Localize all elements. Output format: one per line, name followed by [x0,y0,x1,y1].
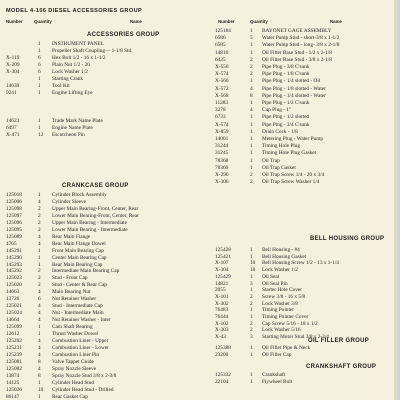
part-number: 125239 [6,351,22,358]
quantity: 1 [38,192,41,198]
part-name: Stud - Center & Rear Cap [52,282,107,289]
part-number: 14001 [215,136,229,142]
part-name: Lower Main Bearing - Intermediate [52,226,128,233]
left-quantity-header: Quantity [34,19,52,24]
quantity: 10 [250,260,256,267]
quantity: 8 [38,358,41,365]
part-name: Front Main Bearing Cap [52,247,104,254]
part-name: Cylinder Sleeve [52,198,86,205]
part-name: Timing Pointer Cover [262,314,309,320]
quantity: 1 [250,164,253,171]
part-name: Bell Housing - #4 [262,247,300,253]
part-number: 6586 [215,35,226,42]
quantity: 1 [38,76,41,82]
quantity: 2 [250,64,253,70]
part-number: 125099 [6,324,22,331]
part-number: 31244 [215,143,229,150]
quantity: 4 [38,240,41,247]
part-number: X-302 [215,300,229,307]
part-number: 125184 [215,28,231,34]
quantity: 2 [38,268,41,275]
part-name: Lock Washer 1/2 [262,267,298,274]
part-number: 125202 [6,337,22,344]
quantity: 2 [38,205,41,212]
part-name: Cam Shaft Bearing [52,324,93,331]
quantity: 2 [250,320,253,327]
part-number: X-43 [215,334,226,341]
part-name: Escutcheon Pin [52,132,85,138]
part-number: 6497 [6,125,17,131]
part-number: 125429 [215,273,231,280]
part-number: X-304 [6,69,20,75]
left-name-header: Name [130,19,142,24]
part-name: Rear Main Flange Dowel [52,240,106,247]
quantity: 1 [250,345,253,351]
part-name: Stud - Front Cap [52,275,88,282]
part-name: Spray Nozzle Stud 3/8 x 2-3/8 [52,372,117,379]
quantity: 1 [250,372,253,378]
quantity: 2 [38,219,41,226]
part-number: 125023 [6,275,22,282]
quantity: 1 [38,83,41,89]
quantity: 8 [250,92,253,99]
quantity: 2 [38,226,41,233]
part-number: 125089 [6,233,22,240]
right-column [210,0,400,400]
part-name: Rear Main Bearing Cap [52,261,103,268]
part-number: X-209 [6,62,20,68]
quantity: 1 [38,125,41,131]
part-name: Oil Seal [262,273,280,280]
quantity: 4 [38,233,41,240]
quantity: 1 [250,307,253,314]
quantity: 4 [38,344,41,351]
part-name: Intermediate Main Bearing Cap [52,268,120,275]
part-number: X-574 [215,121,229,128]
part-number: 14623 [6,118,20,124]
part-name: Timing Pointer [262,307,295,314]
quantity: 1 [250,128,253,135]
quantity: 1 [38,393,41,400]
part-name: Upper Main Bearing - Intermediate [52,219,128,226]
quantity: 1 [250,121,253,128]
quantity: 2 [250,293,253,300]
quantity: 6 [38,62,41,68]
page-title: MODEL 4-106 DIESEL ACCESSORIES GROUP [6,8,143,14]
part-number: 31245 [215,150,229,157]
part-name: Flywheel Bolt [262,379,293,385]
crankcase-group-heading: CRANKCASE GROUP [62,183,129,189]
part-name: Cup Plug - 1" [262,107,292,114]
crankshaft-group-heading: CRANKSHAFT GROUP [306,364,377,370]
part-number: 125026 [6,386,22,393]
quantity: 1 [250,78,253,85]
part-name: Lock Washer 5/16 [262,327,301,334]
quantity: 4 [38,351,41,358]
part-number: 125081 [6,358,22,365]
part-number: 125096 [6,219,22,226]
part-name: Lock Washer 1/2 [52,69,88,75]
part-number: X-304 [215,267,229,274]
part-name: Cylinder Head Stud [52,379,95,386]
part-number: 23200 [215,351,229,358]
quantity: 6 [38,296,41,303]
part-name: Spray Nozzle Sleeve [52,365,97,372]
part-name: Pipe Plug - 1/2 C'sunk [262,100,310,106]
quantity: 4 [38,303,41,310]
part-name: Water Pump Stud - long- 3/8 x 2-1/8 [262,42,340,49]
quantity: 1 [38,118,41,124]
part-number: 14630 [6,83,20,89]
part-number: 125006 [6,198,22,205]
part-name: Nut Retainer Washer - Inter [52,317,111,324]
part-number: 86147 [6,393,20,400]
part-name: Oil Trap Screw Washer 1/4 [262,179,320,186]
part-number: 125018 [6,192,22,198]
quantity: 3 [250,334,253,341]
quantity: 2 [250,172,253,178]
quantity: 6 [38,55,41,61]
quantity: 2 [38,282,41,289]
quantity: 1 [250,136,253,142]
part-name: Combustion Liner - Lower [52,344,109,351]
part-number: 145290 [6,254,22,261]
accessories-group-heading: ACCESSORIES GROUP [87,32,160,38]
part-number: 11283 [215,100,229,106]
part-number: 125024 [6,310,22,317]
quantity: 6 [38,69,41,75]
part-name: Thrust Washer Dowel [52,331,99,337]
part-name: Rear Gasket Cap [52,393,88,400]
quantity: 1 [38,379,41,386]
part-name: Combustion Liner - Upper [52,337,109,344]
quantity: 4 [38,289,41,296]
part-name: Engine Lifting Eye [52,90,93,96]
part-number: X-306 [215,179,229,186]
right-number-header: Number [218,19,235,24]
quantity: 2 [38,212,41,219]
part-number: 125098 [6,205,22,212]
quantity: 4 [38,317,41,324]
quantity: 3 [250,280,253,287]
quantity: 1 [250,114,253,121]
part-name: Nut Retainer Washer [52,296,97,303]
part-number: 13726 [6,296,20,303]
part-number: 6425 [215,56,226,63]
part-number: X-303 [215,327,229,334]
part-number: 125388 [215,345,231,351]
part-name: Timing Hole Plug [262,143,301,150]
quantity: 1 [250,150,253,157]
part-number: 145293 [6,261,22,268]
part-number: 6585 [215,42,226,49]
part-number: 2055 [215,287,226,294]
part-name: Pipe Plug - 3/4 C'sunk [262,121,310,128]
part-number: 78368 [215,157,229,164]
part-name: Combustion Liner Pin [52,351,100,358]
part-number: 145292 [6,268,22,275]
part-name: Lock Washer 3/8 [262,300,298,307]
right-name-header: Name [330,19,342,24]
part-number: 9241 [6,90,17,96]
quantity: 2 [250,71,253,78]
quantity: 10 [38,386,44,393]
part-name: Oil Filler Pipe & Neck [262,345,311,351]
part-number: 145291 [6,247,22,254]
part-name: Upper Main Bearing-Front, Center, Rear [52,205,139,212]
quantity: 1 [38,247,41,254]
quantity: 1 [38,261,41,268]
part-name: Plain Nut 1/2 - 20 [52,62,90,68]
quantity: 4 [38,337,41,344]
part-name: Tool Kit [52,83,70,89]
part-name: Nut - Intermediate Main [52,310,104,317]
part-name: Cylinder Head Stud - Drilled [52,386,114,393]
part-number: X-859 [215,128,229,135]
part-number: 13874 [6,372,20,379]
part-number: X-107 [215,260,229,267]
quantity: 4 [250,85,253,92]
part-name: Cap Screw 5/16 - 18 x 1/2 [262,320,318,327]
part-name: Pipe Plug - 1/8 C'sunk [262,71,310,78]
part-name: Water Pump Stud - short-3/8 x 1-1/2 [262,35,340,42]
part-name: Starter Hole Cover [262,287,303,294]
quantity: 2 [250,179,253,186]
part-name: Metering Plug - Water Pump [262,136,323,142]
part-name: Lower Main Bearing-Front, Center, Rear [52,212,139,219]
quantity: 1 [250,143,253,150]
part-number: 12612 [6,331,20,337]
part-name: Crankshaft [262,372,286,378]
part-name: Starting Crank [52,76,84,82]
quantity: 1 [38,48,41,54]
part-number: X-119 [6,55,20,61]
part-number: 6733 [215,114,226,121]
part-number: 4765 [6,240,17,247]
quantity: 1 [38,324,41,331]
quantity: 1 [250,379,253,385]
quantity: 4 [38,310,41,317]
part-name: BAYONET GAGE ASSEMBLY [262,28,332,34]
part-number: 76444 [215,314,229,320]
part-name: Timing Hole Plug Gasket [262,150,317,157]
part-name: Center Main Bearing Cap [52,254,107,261]
part-number: 125332 [215,372,231,378]
part-name: Valve Tappet Guide [52,358,94,365]
part-name: Hex Bolt 1/2 - 16 x 1-1/2 [52,55,106,61]
page-edge [394,0,400,400]
quantity: 1 [250,49,253,56]
part-number: X-102 [215,320,229,327]
part-name: Trade Mark Name Plate [52,118,103,124]
part-name: Engine Name Plate [52,125,93,131]
part-number: X-101 [215,293,229,300]
part-number: X-471 [6,132,20,138]
part-number: 125231 [6,344,22,351]
part-name: Drain Cock - 1/8 [262,128,298,135]
quantity: 1 [250,100,253,106]
quantity: 1 [38,41,41,47]
quantity: 2 [250,300,253,307]
part-number: 14821 [215,280,229,287]
part-number: 22104 [215,379,229,385]
part-name: Pipe Plug - 1/2 slotted [262,114,310,121]
part-number: 125428 [215,247,231,253]
part-number: 78369 [215,164,229,171]
right-quantity-header: Quantity [250,19,268,24]
quantity: 1 [250,157,253,164]
quantity: 1 [250,314,253,320]
quantity: 1 [250,28,253,34]
part-name: Stud - Intermediate Cap [52,303,103,310]
part-name: Oil Trap Gasket [262,164,296,171]
part-name: Oil Filter Base Stud - 3/8 x 2-1/8 [262,56,332,63]
part-number: 125021 [6,303,22,310]
quantity: 1 [250,42,253,49]
part-number: X-550 [215,64,229,70]
quantity: 1 [250,247,253,253]
bell-housing-group-heading: BELL HOUSING GROUP [310,236,385,242]
quantity: 4 [38,365,41,372]
quantity: 4 [250,107,253,114]
part-name: Pipe Plug - 1/8 slotted - Water [262,85,326,92]
quantity: 2 [250,56,253,63]
part-number: 14810 [215,49,229,56]
part-number: X-572 [215,85,229,92]
quantity: 8 [38,372,41,379]
part-number: 125020 [6,282,22,289]
part-name: Main Bearing Nut [52,289,91,296]
part-name: Cylinder Block Assembly [52,192,107,198]
part-name: Screw 3/8 - 16 x 5/8 [262,293,306,300]
part-number: X-568 [215,92,229,99]
quantity: 1 [250,351,253,358]
part-name: Oil Filler Cap [262,351,292,358]
left-number-header: Number [6,19,23,24]
oil-filler-group-heading: OIL FILLER GROUP [308,338,370,344]
quantity: 1 [38,331,41,337]
part-number: X-290 [215,172,229,178]
part-number: 125421 [215,253,231,260]
part-number: X-560 [215,78,229,85]
quantity: 1 [250,273,253,280]
quantity: 1 [250,287,253,294]
part-number: 125095 [6,226,22,233]
part-name: Oil Seal Pin [262,280,288,287]
part-name: Propeller Shaft Coupling— 1-1/8 Std. [52,48,133,54]
part-name: Pipe Plug - 1/4 slotted - Oil [262,78,321,85]
part-name: Oil Trap Screw 1/4 - 20 x 3/4 [262,172,325,178]
quantity: 2 [250,327,253,334]
part-name: Starting Motor Stud 3/8 x 2-3/4 [262,334,329,341]
part-number: 3278 [215,107,226,114]
quantity: 1 [250,253,253,260]
quantity: 4 [38,198,41,205]
quantity: 1 [38,254,41,261]
part-name: Oil Filter Base Stud - 1/2 x 2-1/8 [262,49,332,56]
part-number: 14664 [6,317,20,324]
part-number: X-574 [215,71,229,78]
part-name: INSTRUMENT PANEL [52,41,104,47]
quantity: 10 [250,267,256,274]
part-name: Bell Housing Gasket [262,253,307,260]
quantity: 5 [250,35,253,42]
part-number: 76483 [215,307,229,314]
quantity: 1 [38,90,41,96]
part-number: 14125 [6,379,20,386]
part-name: Rear Main Flange [52,233,91,240]
part-name: Pipe Plug - 3/8 C'sunk [262,64,310,70]
part-name: Oil Trap [262,157,280,164]
part-name: Bell Housing Screw 1/2 - 13 x 1-1/4 [262,260,339,267]
part-name: Pipe Plug - 1/4 slotted - Water [262,92,326,99]
part-number: 14663 [6,289,20,296]
part-number: 125097 [6,212,22,219]
part-number: 125082 [6,365,22,372]
quantity: 2 [38,275,41,282]
quantity: 12 [38,132,44,138]
